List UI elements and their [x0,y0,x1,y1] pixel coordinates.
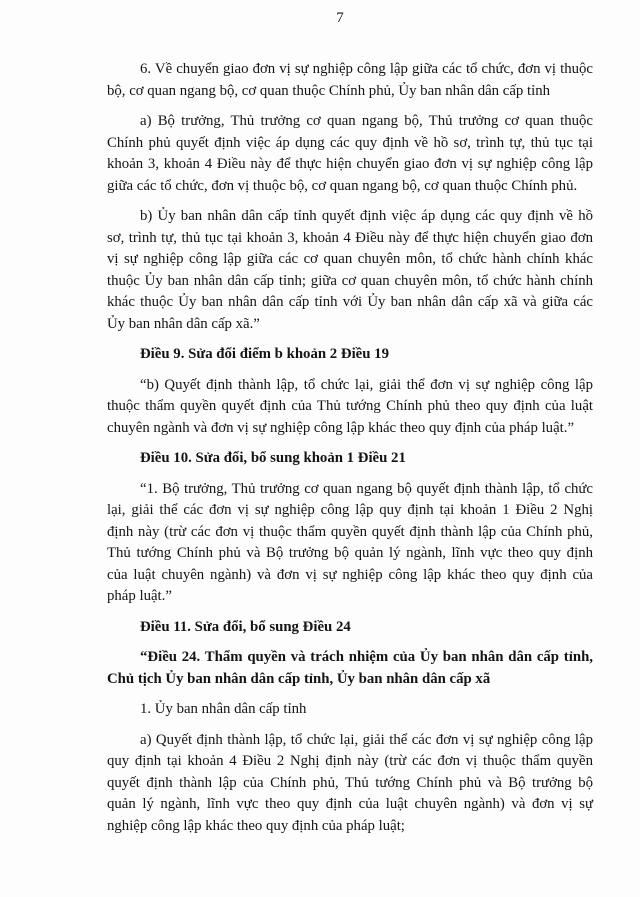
article-10-body [107,479,593,608]
text-line: thuộc thẩm quyền quyết định của Thủ tướng Chính phủ theo quy định của luật [107,398,593,414]
text-line: của luật chuyên ngành) và đơn vị sự nghiệp công lập khác theo quy định của [107,566,593,583]
text-line: nghiệp công lập khác theo quy định của pháp luật; [107,817,405,834]
text-line: b) Ủy ban nhân dân cấp tỉnh quyết định việc áp dụng các quy định về hồ [140,208,593,224]
text-line: lại, giải thể các đơn vị sự nghiệp công lập quy định tại khoản 1 Điều 2 Nghị [107,502,593,518]
text-line: vị sự nghiệp công lập giữa các cơ quan chuyên môn, tổ chức hành chính khác [107,251,593,267]
text-line: 6. Về chuyển giao đơn vị sự nghiệp công lập giữa các tổ chức, đơn vị thuộc [140,61,593,77]
text-line: Ủy ban nhân dân cấp xã.” [107,315,260,332]
text-line: chuyên ngành và đơn vị sự nghiệp công lập khác theo quy định của pháp luật.” [107,419,575,436]
text-line: Chính phủ quyết định việc áp dụng các quy định về hồ sơ, trình tự, thủ tục tại [107,134,593,151]
article-11-heading [107,617,593,639]
text-line: quyết định thành lập của Chính phủ, Thủ tướng Chính phủ và Bộ trưởng bộ [107,774,593,791]
page-number: 7 [336,10,344,26]
article-10-heading [107,448,593,470]
text-line: quy định tại khoản 4 Điều 2 Nghị định này (trừ các đơn vị thuộc thẩm quyền [107,753,593,769]
article-24-clause-1-heading [107,699,593,721]
article-24-title [107,647,593,690]
text-line: khác thuộc Ủy ban nhân dân cấp tỉnh với Ủy ban nhân dân cấp xã và giữa các [107,294,593,310]
text-line: pháp luật.” [107,588,172,604]
clause-heading: 1. Ủy ban nhân dân cấp tỉnh [140,701,307,717]
clause-6-heading [107,59,593,102]
text-line: quản lý ngành, lĩnh vực theo quy định của luật chuyên ngành) và đơn vị sự [107,796,593,812]
text-line: Chủ tịch Ủy ban nhân dân cấp tỉnh, Ủy ban nhân dân cấp xã [107,670,491,687]
text-line: “b) Quyết định thành lập, tổ chức lại, giải thể đơn vị sự nghiệp công lập [140,376,593,393]
document-body [107,59,593,837]
text-line: giữa các tổ chức, đơn vị thuộc bộ, cơ quan ngang bộ, cơ quan thuộc Chính phủ. [107,177,578,194]
article-heading: Điều 9. Sửa đổi điểm b khoản 2 Điều 19 [140,346,389,362]
text-line: a) Quyết định thành lập, tổ chức lại, giải thể các đơn vị sự nghiệp công lập [140,731,593,748]
text-line: Thủ tướng Chính phủ và Bộ trưởng bộ quản lý ngành, lĩnh vực theo quy định [107,545,593,561]
article-heading: Điều 11. Sửa đổi, bổ sung Điều 24 [140,618,351,635]
clause-6-point-b [107,206,593,335]
article-9-heading [107,344,593,366]
text-line: “1. Bộ trưởng, Thủ trưởng cơ quan ngang bộ quyết định thành lập, tổ chức [140,480,593,497]
article-24-clause-1-point-a [107,730,593,838]
article-9-body [107,375,593,440]
clause-6-point-a [107,111,593,197]
text-line: khoản 3, khoản 4 Điều này để thực hiện chuyển giao đơn vị sự nghiệp công lập [107,156,593,172]
text-line: bộ, cơ quan ngang bộ, cơ quan thuộc Chính phủ, Ủy ban nhân dân cấp tỉnh [107,82,551,99]
text-line: định này (trừ các đơn vị thuộc thẩm quyền quyết định thành lập của Chính phủ, [107,523,593,540]
article-heading: Điều 10. Sửa đổi, bổ sung khoản 1 Điều 21 [140,450,406,466]
text-line: sơ, trình tự, thủ tục tại khoản 3, khoản 4 Điều này để thực hiện chuyển giao đơn [107,229,593,246]
text-line: thuộc Ủy ban nhân dân cấp tỉnh; giữa cơ quan chuyên môn, tổ chức hành chính [107,272,593,289]
text-line: a) Bộ trưởng, Thủ trưởng cơ quan ngang bộ, Thủ trưởng cơ quan thuộc [140,113,593,129]
text-line: “Điều 24. Thẩm quyền và trách nhiệm của Ủy ban nhân dân cấp tỉnh, [140,649,593,665]
